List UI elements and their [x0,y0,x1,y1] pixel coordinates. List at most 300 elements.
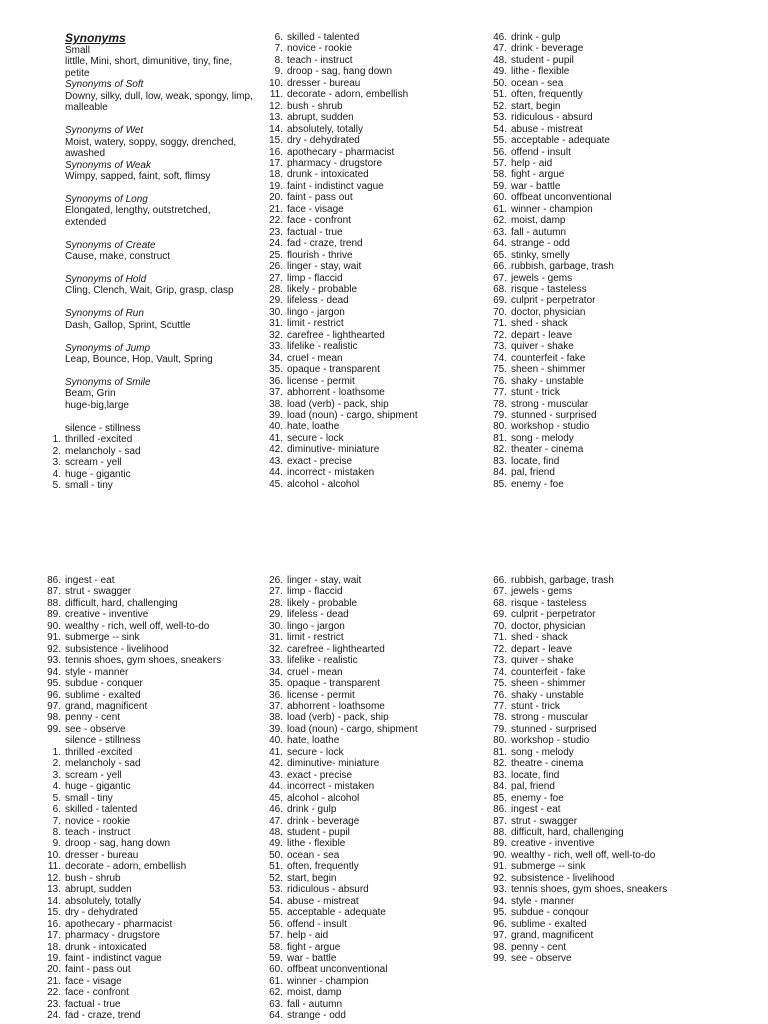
item-text: linger - stay, wait [287,575,362,586]
group-heading: Synonyms of Jump [65,342,151,354]
group-text: Downy, silky, dull, low, weak, spongy, limp, [65,90,253,102]
item-text: abrupt, sudden [287,112,354,124]
list-item [266,101,476,112]
item-text: submerge -- sink [511,861,586,873]
item-number: 50. [269,849,283,861]
item-text: drink - gulp [511,32,561,43]
item-number: 97. [493,930,507,942]
item-text: submerge -- sink [65,632,140,644]
item-text: culprit - perpetrator [511,295,596,307]
list-item [490,66,710,77]
list-item [44,575,264,586]
item-number: 59. [269,952,283,964]
item-number: 10. [47,849,61,861]
item-text: counterfeit - fake [511,352,586,364]
item-number: 73. [493,341,507,353]
item-text: strut - swagger [65,586,132,598]
item-number: 64. [269,1010,283,1022]
item-number: 42. [269,444,283,456]
item-text: face - visage [65,975,122,987]
group-text: malleable [65,102,108,114]
list-item [490,444,710,455]
list-item [266,32,476,43]
item-number: 96. [493,918,507,930]
list-item [490,816,720,827]
item-text: opaque - transparent [287,364,380,376]
item-number: 54. [269,895,283,907]
item-number: 86. [493,804,507,816]
list-item [490,376,710,387]
item-text: license - permit [287,689,355,701]
item-number: 1. [52,434,61,446]
item-text: secure - lock [287,432,344,444]
list-item [490,770,720,781]
list-item [490,609,720,620]
item-number: 80. [493,735,507,747]
item-number: 64. [493,238,507,250]
list-item [490,655,720,666]
item-number: 63. [493,226,507,238]
list-item [44,804,264,815]
item-number: 3. [52,769,61,781]
item-text: drink - beverage [287,815,360,827]
list-item [44,827,264,838]
list-item [266,169,476,180]
list-item [490,724,720,735]
list-item [44,999,264,1010]
item-text: thrilled -excited [65,746,133,758]
item-text: enemy - foe [511,478,564,490]
list-item [44,987,264,998]
item-number: 96. [47,689,61,701]
item-number: 22. [269,215,283,227]
list-item [266,284,476,295]
list-item [266,712,476,723]
item-number: 68. [493,283,507,295]
item-text: stunt - trick [511,700,560,712]
item-text: shaky - unstable [511,689,584,701]
item-number: 57. [269,930,283,942]
group-heading: Synonyms of Run [65,308,144,320]
top-column-3 [490,32,710,490]
item-text: faint - indistinct vague [287,180,384,192]
item-number: 87. [47,586,61,598]
item-text: dry - dehydrated [287,135,360,147]
item-number: 26. [269,575,283,586]
item-number: 90. [47,620,61,632]
item-text: sublime - exalted [511,918,587,930]
item-text: start, begin [287,872,337,884]
item-text: huge - gigantic [65,781,131,793]
item-text: shaky - unstable [511,375,584,387]
list-item [490,227,710,238]
item-number: 92. [493,872,507,884]
item-text: sheen - shimmer [511,678,586,690]
list-item [490,644,720,655]
item-number: 8. [52,826,61,838]
item-text: teach - instruct [65,826,131,838]
item-text: difficult, hard, challenging [65,597,178,609]
item-number: 53. [493,112,507,124]
item-text: small - tiny [65,792,113,804]
list-item [266,227,476,238]
item-number: 23. [47,998,61,1010]
list-item [266,318,476,329]
item-text: subdue - conqour [511,907,589,919]
list-item [44,667,264,678]
item-number: 48. [493,54,507,66]
list-item [490,896,720,907]
item-text: subsistence - livelihood [65,643,169,655]
item-number: 49. [493,66,507,78]
item-number: 15. [47,907,61,919]
item-text: teach - instruct [287,54,353,66]
item-text: ocean - sea [287,849,340,861]
item-number: 89. [47,609,61,621]
list-item [490,712,720,723]
item-number: 84. [493,781,507,793]
item-text: theater - cinema [511,444,584,456]
item-text: likely - probable [287,597,358,609]
list-item [44,690,264,701]
item-text: abrupt, sudden [65,884,132,896]
list-item [266,376,476,387]
item-number: 52. [269,872,283,884]
item-text: load (verb) - pack, ship [287,712,389,724]
item-text: doctor, physician [511,306,586,318]
item-text: abuse - mistreat [287,895,359,907]
item-text: shed - shack [511,632,568,644]
item-text: strong - muscular [511,712,589,724]
item-text: ocean - sea [511,77,564,89]
list-item [44,480,265,491]
item-text: skilled - talented [65,804,138,816]
list-item [266,838,476,849]
list-item [490,387,710,398]
item-number: 37. [269,387,283,399]
list-item [44,919,264,930]
item-text: strange - odd [511,238,570,250]
item-text: sheen - shimmer [511,364,586,376]
item-number: 34. [269,666,283,678]
item-text: face - confront [287,215,351,227]
group-text: Moist, watery, soppy, soggy, drenched, [65,136,237,148]
list-item [266,930,476,941]
item-number: 33. [269,655,283,667]
list-item [490,781,720,792]
item-number: 2. [52,758,61,770]
list-item [44,735,264,746]
item-text: locate, find [511,769,560,781]
item-number: 70. [493,620,507,632]
list-item [266,112,476,123]
list-item [266,609,476,620]
item-number: 89. [493,838,507,850]
item-text: limp - flaccid [287,586,343,598]
list-item [490,238,710,249]
item-number: 49. [269,838,283,850]
item-number: 54. [493,123,507,135]
item-number: 74. [493,666,507,678]
spacer [65,182,265,193]
spacer [65,297,265,308]
list-item [490,318,710,329]
item-number: 56. [493,146,507,158]
item-number: 99. [47,723,61,735]
list-item [490,747,720,758]
item-number: 99. [493,952,507,964]
item-text: lingo - jargon [287,620,345,632]
item-number: 34. [269,352,283,364]
item-number: 5. [52,792,61,804]
list-item [266,456,476,467]
list-item [44,469,265,480]
item-text: absolutely, totally [287,123,363,135]
item-text: load (noun) - cargo, shipment [287,409,418,421]
group-text: Elongated, lengthy, outstretched, [65,205,211,217]
item-number: 6. [274,32,283,43]
item-text: scream - yell [65,457,122,469]
list-item [266,89,476,100]
list-item [490,169,710,180]
list-item [266,1010,476,1021]
item-number: 23. [269,226,283,238]
item-text: jewels - gems [511,586,573,598]
list-item [266,793,476,804]
item-text: ridiculous - absurd [287,884,369,896]
item-text: droop - sag, hang down [287,66,393,78]
item-number: 5. [52,480,61,492]
item-number: 71. [493,318,507,330]
list-item [266,724,476,735]
item-text: stinky, smelly [511,249,570,261]
item-number: 21. [47,975,61,987]
item-number: 50. [493,77,507,89]
item-text: limp - flaccid [287,272,343,284]
item-text: flourish - thrive [287,249,353,261]
list-item [266,747,476,758]
item-text: lithe - flexible [511,66,570,78]
item-number: 18. [47,941,61,953]
list-item [266,307,476,318]
item-text: skilled - talented [287,32,360,43]
item-text: penny - cent [65,712,121,724]
list-item [490,479,710,490]
item-number: 77. [493,387,507,399]
list-item [490,873,720,884]
item-text: tennis shoes, gym shoes, sneakers [511,884,668,896]
item-text: stunned - surprised [511,723,597,735]
list-item [44,861,264,872]
item-number: 17. [47,930,61,942]
item-number: 97. [47,700,61,712]
item-text: lifelike - realistic [287,655,358,667]
item-text: offend - insult [287,918,347,930]
item-text: dry - dehydrated [65,907,138,919]
item-text: abuse - mistreat [511,123,583,135]
item-text: often, frequently [287,861,359,873]
list-item [266,261,476,272]
list-item [266,66,476,77]
item-text: risque - tasteless [511,597,587,609]
list-item [266,827,476,838]
item-number: 73. [493,655,507,667]
item-number: 20. [269,192,283,204]
item-number: 24. [47,1010,61,1022]
group-text: Cause, make, construct [65,251,171,263]
item-text: ridiculous - absurd [511,112,593,124]
list-item [44,964,264,975]
item-number: 30. [269,306,283,318]
item-text: student - pupil [511,54,574,66]
list-item [266,896,476,907]
list-item [490,861,720,872]
list-item [266,467,476,478]
item-text: quiver - shake [511,655,574,667]
item-number: 76. [493,375,507,387]
item-text: strut - swagger [511,815,578,827]
item-text: winner - champion [287,975,369,987]
item-number: 38. [269,712,283,724]
item-text: see - observe [511,952,572,964]
item-number: 85. [493,478,507,490]
list-item [490,678,720,689]
item-number: 2. [52,445,61,457]
item-number: 4. [52,781,61,793]
item-text: drunk - intoxicated [65,941,147,953]
item-number: 66. [493,261,507,273]
list-item [266,632,476,643]
list-item [266,78,476,89]
item-number: 93. [47,655,61,667]
list-item [44,446,265,457]
item-text: counterfeit - fake [511,666,586,678]
item-text: acceptable - adequate [511,135,610,147]
list-item [266,964,476,975]
item-text: often, frequently [511,89,583,101]
list-item [44,838,264,849]
list-item [44,850,264,861]
item-text: abhorrent - loathsome [287,387,385,399]
list-item [490,250,710,261]
list-item [44,747,264,758]
list-item [266,341,476,352]
item-number: 44. [269,781,283,793]
list-item [490,575,720,586]
item-number: 28. [269,597,283,609]
item-number: 6. [52,804,61,816]
item-text: pharmacy - drugstore [287,157,383,169]
item-number: 37. [269,700,283,712]
item-text: factual - true [65,998,121,1010]
list-item [490,124,710,135]
item-number: 14. [269,123,283,135]
item-number: 20. [47,964,61,976]
item-text: faint - pass out [287,192,353,204]
list-item [490,192,710,203]
item-text: apothecary - pharmacist [65,918,173,930]
item-number: 58. [493,169,507,181]
item-number: 69. [493,609,507,621]
list-item [490,793,720,804]
list-item [266,953,476,964]
item-number: 55. [493,135,507,147]
list-item [266,999,476,1010]
item-number: 18. [269,169,283,181]
item-number: 48. [269,826,283,838]
item-text: style - manner [511,895,575,907]
list-item [266,816,476,827]
item-number: 74. [493,352,507,364]
list-item [490,919,720,930]
list-item [266,701,476,712]
group-text: Cling, Clench, Wait, Grip, grasp, clasp [65,285,234,297]
item-text: ingest - eat [511,804,561,816]
item-text: factual - true [287,226,343,238]
item-number: 26. [269,261,283,273]
item-number: 75. [493,364,507,376]
item-number: 12. [269,100,283,112]
item-number: 22. [47,987,61,999]
item-text: small - tiny [65,480,113,492]
list-item [266,479,476,490]
item-text: silence - stillness [65,735,141,747]
bottom-column-3 [490,575,720,964]
item-number: 83. [493,769,507,781]
item-text: theatre - cinema [511,758,584,770]
item-number: 62. [269,987,283,999]
item-number: 11. [47,861,61,873]
item-number: 51. [269,861,283,873]
item-text: huge - gigantic [65,468,131,480]
item-number: 35. [269,678,283,690]
list-item [490,101,710,112]
list-item [44,781,264,792]
item-text: difficult, hard, challenging [511,826,624,838]
item-number: 29. [269,295,283,307]
list-item [266,387,476,398]
item-text: war - battle [287,952,337,964]
list-item [266,690,476,701]
item-number: 36. [269,689,283,701]
item-text: winner - champion [511,203,593,215]
item-text: scream - yell [65,769,122,781]
list-item [266,421,476,432]
list-item [490,930,720,941]
item-text: faint - indistinct vague [65,952,162,964]
list-item [266,192,476,203]
list-item [44,896,264,907]
list-item [266,598,476,609]
item-number: 7. [52,815,61,827]
item-number: 88. [493,826,507,838]
list-item [266,215,476,226]
numbered-list [44,434,265,491]
item-number: 15. [269,135,283,147]
list-item [266,987,476,998]
list-item [266,204,476,215]
list-item [44,678,264,689]
item-text: novice - rookie [287,43,353,55]
item-number: 71. [493,632,507,644]
list-item [44,598,264,609]
list-item [490,55,710,66]
item-number: 29. [269,609,283,621]
item-number: 31. [269,632,283,644]
list-item [490,341,710,352]
item-text: start, begin [511,100,561,112]
item-text: alcohol - alcohol [287,792,360,804]
